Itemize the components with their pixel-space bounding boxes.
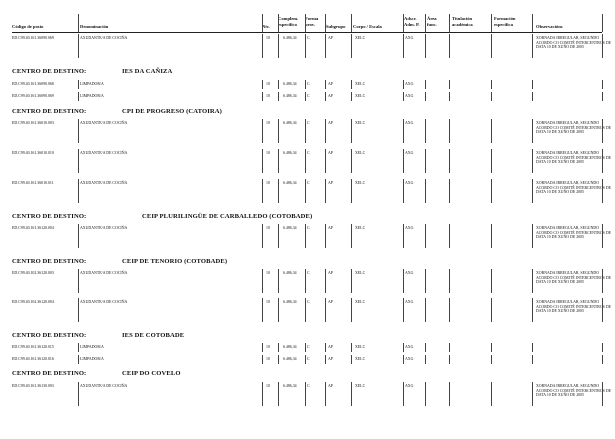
cell-complemento: 6.486,34 — [283, 357, 297, 361]
column-separator — [403, 355, 404, 364]
cell-nivel: 10 — [266, 384, 270, 388]
cell-subgrupo: AP — [328, 36, 333, 40]
column-separator — [278, 382, 279, 406]
column-separator — [491, 92, 492, 101]
column-separator — [305, 80, 306, 89]
cell-forma: C — [307, 36, 310, 40]
cell-corpo: XELC — [355, 345, 366, 349]
cell-codigo: ED.C99.40.161.36010.010 — [12, 151, 54, 155]
column-separator — [278, 149, 279, 173]
cell-forma: C — [307, 121, 310, 125]
center-title — [12, 108, 222, 115]
column-separator — [325, 149, 326, 173]
header-separator — [491, 14, 492, 32]
cell-forma: C — [307, 94, 310, 98]
cell-nivel: 10 — [266, 82, 270, 86]
column-separator — [491, 119, 492, 143]
column-separator — [425, 343, 426, 352]
column-separator — [602, 92, 603, 101]
column-separator — [262, 343, 263, 352]
column-separator — [491, 298, 492, 322]
header-separator — [602, 14, 603, 32]
column-separator — [532, 119, 533, 143]
cell-forma: C — [307, 82, 310, 86]
column-separator — [278, 343, 279, 352]
column-separator — [403, 269, 404, 293]
column-separator — [532, 224, 533, 248]
cell-denominacion: AXUDANTE/A DE COCIÑA — [80, 226, 128, 230]
column-separator — [602, 34, 603, 58]
header-codigo: Código de posto — [12, 24, 44, 29]
header-separator — [532, 14, 533, 32]
cell-codigo: ED.C99.40.161.36010.003 — [12, 121, 54, 125]
column-separator — [278, 179, 279, 203]
column-separator — [305, 343, 306, 352]
header-subgrupo: Subgrupo — [326, 24, 346, 29]
cell-subgrupo: AP — [328, 345, 333, 349]
column-separator — [602, 298, 603, 322]
column-separator — [532, 269, 533, 293]
column-separator — [305, 92, 306, 101]
column-separator — [351, 179, 352, 203]
cell-denominacion: AXUDANTE/A DE COCIÑA — [80, 300, 128, 304]
column-separator — [449, 149, 450, 173]
cell-adscricion: AXG — [405, 226, 414, 230]
cell-nivel: 10 — [266, 181, 270, 185]
column-separator — [325, 355, 326, 364]
cell-subgrupo: AP — [328, 226, 333, 230]
column-separator — [351, 355, 352, 364]
column-separator — [491, 343, 492, 352]
cell-adscricion: AXG — [405, 271, 414, 275]
column-separator — [491, 34, 492, 58]
column-separator — [325, 224, 326, 248]
column-separator — [262, 298, 263, 322]
column-separator — [532, 92, 533, 101]
column-separator — [325, 92, 326, 101]
column-separator — [602, 149, 603, 173]
column-separator — [278, 80, 279, 89]
column-separator — [403, 382, 404, 406]
cell-complemento: 6.486,34 — [283, 121, 297, 125]
cell-adscricion: AXG — [405, 357, 414, 361]
cell-corpo: XELC — [355, 271, 366, 275]
cell-nivel: 10 — [266, 94, 270, 98]
center-name: CEIP PLURILINGÜE DE CARBALLEDO (COTOBADE) — [142, 213, 313, 220]
column-separator — [491, 80, 492, 89]
column-separator — [351, 80, 352, 89]
cell-corpo: XELC — [355, 384, 366, 388]
column-separator — [425, 269, 426, 293]
column-separator — [449, 355, 450, 364]
cell-denominacion: AXUDANTE/A DE COCIÑA — [80, 384, 128, 388]
column-separator — [449, 92, 450, 101]
center-name: CPI DE PROGRESO (CATOIRA) — [122, 108, 222, 115]
cell-nivel: 10 — [266, 226, 270, 230]
column-separator — [325, 298, 326, 322]
cell-forma: C — [307, 226, 310, 230]
cell-codigo: ED.C99.40.102.36120.003 — [12, 271, 54, 275]
cell-denominacion: LIMPADOR/A — [80, 82, 104, 86]
cell-denominacion: AXUDANTE/A DE COCIÑA — [80, 151, 128, 155]
header-formacion: Formación específica — [494, 16, 516, 27]
column-separator — [262, 355, 263, 364]
cell-codigo: ED.C99.40.161.36130.003 — [12, 384, 54, 388]
cell-forma: C — [307, 300, 310, 304]
column-separator — [262, 269, 263, 293]
cell-adscricion: AXG — [405, 121, 414, 125]
cell-complemento: 6.486,34 — [283, 151, 297, 155]
column-separator — [325, 80, 326, 89]
header-complemento: Complem. específico — [278, 16, 299, 27]
column-separator — [278, 355, 279, 364]
center-title — [12, 332, 185, 339]
cell-subgrupo: AP — [328, 94, 333, 98]
cell-adscricion: AXG — [405, 384, 414, 388]
column-separator — [305, 382, 306, 406]
column-separator — [78, 34, 79, 58]
cell-observacions: XORNADA IRREGULAR, SEGUNDO ACORDO CO COMITÉ INTERCENTROS DE DATA 10 DE XUÑO DE 2005 — [536, 181, 612, 194]
cell-adscricion: AXG — [405, 181, 414, 185]
cell-codigo: ED.C99.40.161.36120.004 — [12, 226, 54, 230]
column-separator — [78, 119, 79, 143]
center-title — [12, 258, 228, 265]
cell-nivel: 10 — [266, 357, 270, 361]
cell-denominacion: AXUDANTE/A DE COCIÑA — [80, 181, 128, 185]
header-area: Área func. — [427, 16, 437, 27]
cell-denominacion: AXUDANTE/A DE COCIÑA — [80, 36, 128, 40]
cell-corpo: XELC — [355, 94, 366, 98]
cell-forma: C — [307, 384, 310, 388]
column-separator — [425, 355, 426, 364]
cell-adscricion: AXG — [405, 345, 414, 349]
column-separator — [78, 149, 79, 173]
cell-observacions: XORNADA IRREGULAR, SEGUNDO ACORDO CO COMITÉ INTERCENTROS DE DATA 10 DE XUÑO DE 2005 — [536, 384, 612, 397]
center-name: IES DA CAÑIZA — [122, 68, 173, 75]
cell-denominacion: AXUDANTE/A DE COCIÑA — [80, 121, 128, 125]
center-name: IES DE COTOBADE — [122, 332, 185, 339]
cell-corpo: XELC — [355, 36, 366, 40]
column-separator — [449, 298, 450, 322]
column-separator — [262, 224, 263, 248]
column-separator — [262, 80, 263, 89]
column-separator — [449, 80, 450, 89]
column-separator — [532, 343, 533, 352]
column-separator — [305, 269, 306, 293]
column-separator — [351, 269, 352, 293]
cell-subgrupo: AP — [328, 151, 333, 155]
column-separator — [278, 298, 279, 322]
cell-observacions: XORNADA IRREGULAR, SEGUNDO ACORDO CO COMITÉ INTERCENTROS DE DATA 10 DE XUÑO DE 2005 — [536, 36, 612, 49]
column-separator — [602, 355, 603, 364]
cell-complemento: 6.486,34 — [283, 226, 297, 230]
cell-forma: C — [307, 345, 310, 349]
cell-complemento: 6.486,34 — [283, 82, 297, 86]
cell-subgrupo: AP — [328, 181, 333, 185]
column-separator — [278, 224, 279, 248]
column-separator — [425, 149, 426, 173]
cell-adscricion: AXG — [405, 36, 414, 40]
center-title — [12, 68, 173, 75]
cell-complemento: 6.486,34 — [283, 384, 297, 388]
cell-adscricion: AXG — [405, 82, 414, 86]
cell-nivel: 10 — [266, 151, 270, 155]
column-separator — [449, 224, 450, 248]
header-separator — [325, 14, 326, 32]
column-separator — [602, 80, 603, 89]
column-separator — [602, 224, 603, 248]
column-separator — [602, 179, 603, 203]
cell-subgrupo: AP — [328, 357, 333, 361]
column-separator — [532, 179, 533, 203]
column-separator — [491, 269, 492, 293]
center-title — [12, 213, 313, 220]
cell-adscricion: AXG — [405, 151, 414, 155]
column-separator — [425, 382, 426, 406]
cell-codigo: ED.C99.40.161.36090.069 — [12, 36, 54, 40]
column-separator — [425, 179, 426, 203]
column-separator — [305, 224, 306, 248]
cell-observacions: XORNADA IRREGULAR, SEGUNDO ACORDO CO COMITÉ INTERCENTROS DE DATA 10 DE XUÑO DE 2005 — [536, 300, 612, 313]
cell-forma: C — [307, 151, 310, 155]
center-label: CENTRO DE DESTINO: — [12, 68, 87, 75]
column-separator — [78, 179, 79, 203]
column-separator — [425, 224, 426, 248]
column-separator — [602, 269, 603, 293]
header-observacions: Observacións — [536, 24, 563, 29]
header-separator — [403, 14, 404, 32]
column-separator — [403, 34, 404, 58]
cell-denominacion: LIMPADOR/A — [80, 357, 104, 361]
column-separator — [403, 149, 404, 173]
cell-subgrupo: AP — [328, 384, 333, 388]
cell-forma: C — [307, 181, 310, 185]
center-label: CENTRO DE DESTINO: — [12, 332, 87, 339]
header-separator — [449, 14, 450, 32]
cell-complemento: 6.486,34 — [283, 94, 297, 98]
center-name: CEIP DE TENORIO (COTOBADE) — [122, 258, 228, 265]
column-separator — [351, 382, 352, 406]
cell-codigo: ED.C99.40.161.36090.069 — [12, 94, 54, 98]
header-denominacion: Denominación — [80, 24, 109, 29]
column-separator — [78, 355, 79, 364]
column-separator — [262, 179, 263, 203]
cell-corpo: XELC — [355, 357, 366, 361]
column-separator — [491, 179, 492, 203]
column-separator — [449, 382, 450, 406]
cell-denominacion: LIMPADOR/A — [80, 345, 104, 349]
column-separator — [305, 355, 306, 364]
column-separator — [425, 34, 426, 58]
cell-corpo: XELC — [355, 121, 366, 125]
column-separator — [78, 80, 79, 89]
cell-nivel: 10 — [266, 36, 270, 40]
column-separator — [425, 80, 426, 89]
column-separator — [491, 224, 492, 248]
column-separator — [305, 149, 306, 173]
column-separator — [278, 34, 279, 58]
column-separator — [532, 80, 533, 89]
cell-observacions: XORNADA IRREGULAR, SEGUNDO ACORDO CO COMITÉ INTERCENTROS DE DATA 10 DE XUÑO DE 2005 — [536, 226, 612, 239]
cell-nivel: 10 — [266, 271, 270, 275]
column-separator — [78, 343, 79, 352]
column-separator — [325, 34, 326, 58]
column-separator — [278, 119, 279, 143]
column-separator — [449, 34, 450, 58]
cell-corpo: XELC — [355, 226, 366, 230]
column-separator — [351, 92, 352, 101]
cell-complemento: 6.486,34 — [283, 345, 297, 349]
cell-observacions: XORNADA IRREGULAR, SEGUNDO ACORDO CO COMITÉ INTERCENTROS DE DATA 10 DE XUÑO DE 2005 — [536, 271, 612, 284]
column-separator — [449, 179, 450, 203]
column-separator — [351, 298, 352, 322]
cell-complemento: 6.486,34 — [283, 181, 297, 185]
column-separator — [403, 224, 404, 248]
cell-subgrupo: AP — [328, 82, 333, 86]
cell-subgrupo: AP — [328, 300, 333, 304]
cell-codigo: ED.C99.40.102.36120.004 — [12, 300, 54, 304]
column-separator — [305, 119, 306, 143]
cell-nivel: 10 — [266, 300, 270, 304]
center-name: CEIP DO COVELO — [122, 370, 181, 377]
cell-observacions: XORNADA IRREGULAR, SEGUNDO ACORDO CO COMITÉ INTERCENTROS DE DATA 10 DE XUÑO DE 2005 — [536, 151, 612, 164]
column-separator — [78, 382, 79, 406]
column-separator — [491, 355, 492, 364]
column-separator — [305, 298, 306, 322]
cell-complemento: 6.486,34 — [283, 36, 297, 40]
header-rule — [12, 32, 602, 33]
cell-adscricion: AXG — [405, 94, 414, 98]
column-separator — [262, 119, 263, 143]
column-separator — [325, 343, 326, 352]
cell-codigo: ED.C99.40.161.36090.068 — [12, 82, 54, 86]
header-adscricion: Adscr. Adm. P. — [404, 16, 420, 27]
column-separator — [305, 34, 306, 58]
center-label: CENTRO DE DESTINO: — [12, 213, 87, 220]
column-separator — [262, 34, 263, 58]
cell-corpo: XELC — [355, 181, 366, 185]
column-separator — [449, 119, 450, 143]
column-separator — [532, 149, 533, 173]
cell-forma: C — [307, 271, 310, 275]
column-separator — [602, 382, 603, 406]
header-titulacion: Titulación académica — [452, 16, 473, 27]
column-separator — [78, 298, 79, 322]
cell-codigo: ED.C99.40.161.36120.016 — [12, 357, 54, 361]
column-separator — [425, 119, 426, 143]
column-separator — [351, 224, 352, 248]
cell-forma: C — [307, 357, 310, 361]
cell-subgrupo: AP — [328, 121, 333, 125]
cell-codigo: ED.C99.40.161.36120.015 — [12, 345, 54, 349]
column-separator — [532, 298, 533, 322]
column-separator — [325, 382, 326, 406]
cell-corpo: XELC — [355, 82, 366, 86]
column-separator — [262, 382, 263, 406]
header-separator — [305, 14, 306, 32]
header-separator — [425, 14, 426, 32]
cell-subgrupo: AP — [328, 271, 333, 275]
cell-nivel: 10 — [266, 121, 270, 125]
column-separator — [78, 92, 79, 101]
column-separator — [262, 92, 263, 101]
column-separator — [325, 119, 326, 143]
column-separator — [532, 34, 533, 58]
column-separator — [532, 355, 533, 364]
cell-adscricion: AXG — [405, 300, 414, 304]
column-separator — [351, 149, 352, 173]
cell-denominacion: LIMPADOR/A — [80, 94, 104, 98]
center-label: CENTRO DE DESTINO: — [12, 258, 87, 265]
center-label: CENTRO DE DESTINO: — [12, 108, 87, 115]
cell-observacions: XORNADA IRREGULAR, SEGUNDO ACORDO CO COMITÉ INTERCENTROS DE DATA 10 DE XUÑO DE 2005 — [536, 121, 612, 134]
column-separator — [491, 382, 492, 406]
column-separator — [78, 269, 79, 293]
column-separator — [351, 119, 352, 143]
column-separator — [403, 298, 404, 322]
column-separator — [425, 298, 426, 322]
column-separator — [403, 119, 404, 143]
column-separator — [403, 80, 404, 89]
cell-complemento: 6.486,34 — [283, 300, 297, 304]
column-separator — [425, 92, 426, 101]
header-separator — [351, 14, 352, 32]
column-separator — [325, 269, 326, 293]
center-title — [12, 370, 181, 377]
column-separator — [78, 224, 79, 248]
cell-nivel: 10 — [266, 345, 270, 349]
column-separator — [278, 269, 279, 293]
column-separator — [262, 149, 263, 173]
column-separator — [403, 92, 404, 101]
column-separator — [305, 179, 306, 203]
column-separator — [449, 269, 450, 293]
header-forma: Forma prov. — [305, 16, 319, 27]
cell-denominacion: AXUDANTE/A DE COCIÑA — [80, 271, 128, 275]
column-separator — [532, 382, 533, 406]
column-separator — [449, 343, 450, 352]
header-nivel: Niv. — [262, 24, 270, 29]
column-separator — [403, 179, 404, 203]
column-separator — [602, 343, 603, 352]
column-separator — [278, 92, 279, 101]
column-separator — [325, 179, 326, 203]
column-separator — [351, 34, 352, 58]
column-separator — [602, 119, 603, 143]
header-separator — [262, 14, 263, 32]
column-separator — [403, 343, 404, 352]
cell-complemento: 6.486,34 — [283, 271, 297, 275]
cell-corpo: XELC — [355, 151, 366, 155]
header-corpo: Corpo / Escala — [353, 24, 382, 29]
header-separator — [278, 14, 279, 32]
header-separator — [78, 14, 79, 32]
column-separator — [491, 149, 492, 173]
column-separator — [351, 343, 352, 352]
center-label: CENTRO DE DESTINO: — [12, 370, 87, 377]
cell-corpo: XELC — [355, 300, 366, 304]
cell-codigo: ED.C99.40.161.36010.011 — [12, 181, 54, 185]
